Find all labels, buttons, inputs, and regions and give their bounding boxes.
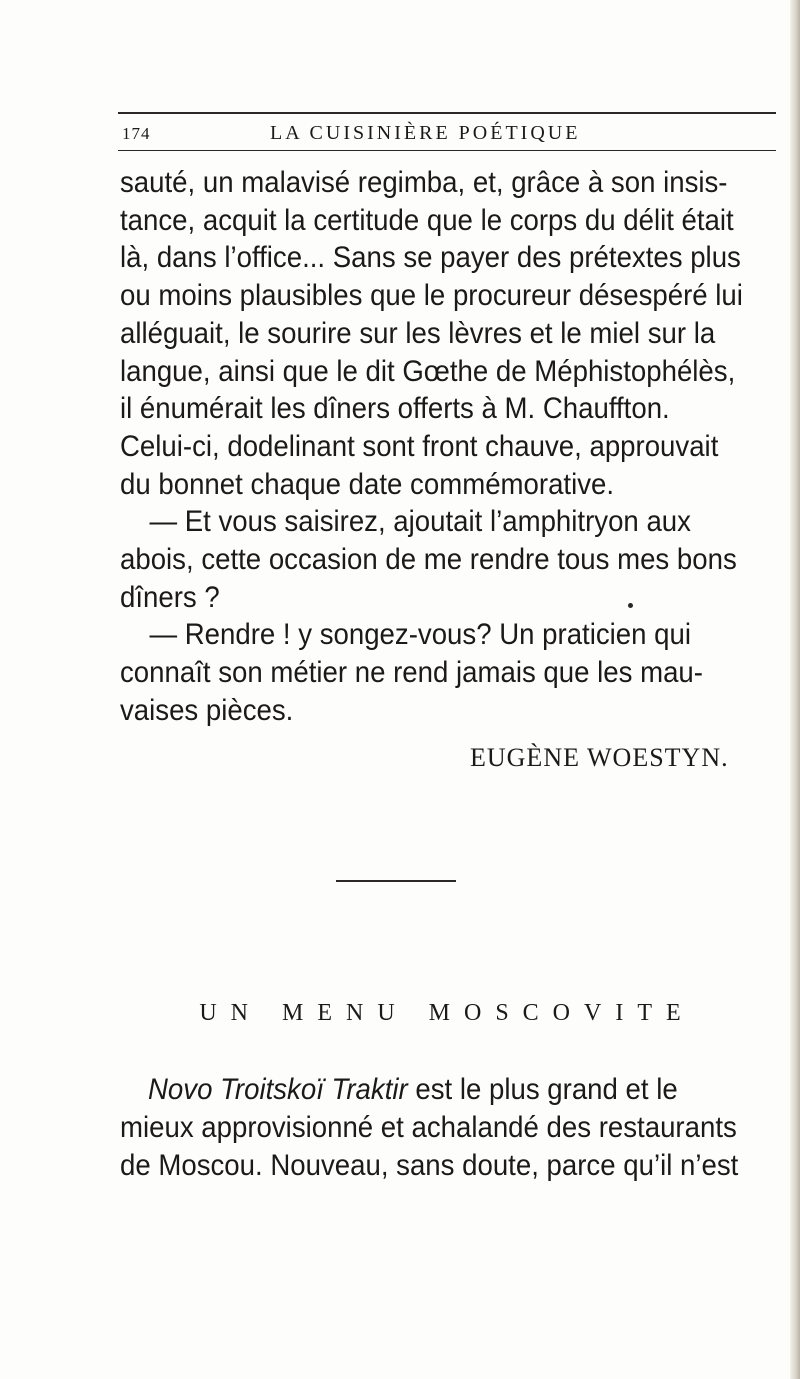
section-text xyxy=(120,1071,788,1185)
passage-line: vaises pièces. xyxy=(120,693,294,727)
passage-line: Celui-ci, dodelinant sont front chauve, approuvait xyxy=(120,429,719,463)
header-bottom-rule xyxy=(118,150,776,151)
passage-line: alléguait, le sourire sur les lèvres et le miel sur la xyxy=(120,316,716,350)
passage-line: langue, ainsi que le dit Gœthe de Méphistophélès, xyxy=(120,354,736,388)
running-title: LA CUISINIÈRE POÉTIQUE xyxy=(270,122,581,144)
restaurant-name: Novo Troitskoï Traktir xyxy=(148,1073,408,1106)
passage-line: sauté, un malavisé regimba, et, grâce à son insis- xyxy=(120,166,728,199)
section-line xyxy=(148,1071,737,1109)
header-top-rule xyxy=(118,112,776,114)
print-speck xyxy=(628,603,633,608)
passage-line: connaît son métier ne rend jamais que les mau- xyxy=(120,656,703,690)
passage-line: — Rendre ! y songez-vous? Un praticien qui xyxy=(149,618,691,652)
passage-line: abois, cette occasion de me rendre tous mes bons xyxy=(120,543,737,577)
page-header xyxy=(118,118,776,148)
passage-line: dîners ? xyxy=(120,580,220,614)
section-title: UN MENU MOSCOVITE xyxy=(199,1000,695,1026)
section-divider-rule xyxy=(336,880,456,882)
passage-line: — Et vous saisirez, ajoutait l’amphitryon aux xyxy=(149,505,691,539)
passage-line: ou moins plausibles que le procureur désespéré lui xyxy=(120,279,743,313)
passage-line: du bonnet chaque date commémorative. xyxy=(120,467,615,501)
page-edge-shadow xyxy=(790,0,800,1379)
passage-line: là, dans l’office... Sans se payer des prétextes plus xyxy=(120,241,741,275)
section-line: mieux approvisionné et achalandé des restaurants xyxy=(120,1111,737,1144)
section-line: de Moscou. Nouveau, sans doute, parce qu’il n’est xyxy=(120,1149,739,1182)
passage-line: tance, acquit la certitude que le corps du délit était xyxy=(120,203,734,237)
author-signature: EUGÈNE WOESTYN. xyxy=(470,743,729,772)
page-number: 174 xyxy=(122,124,151,143)
passage-line: il énumérait les dîners offerts à M. Chauffton. xyxy=(120,392,670,426)
section-line-rest: est le plus grand et le xyxy=(407,1073,678,1106)
passage-text xyxy=(120,164,780,730)
